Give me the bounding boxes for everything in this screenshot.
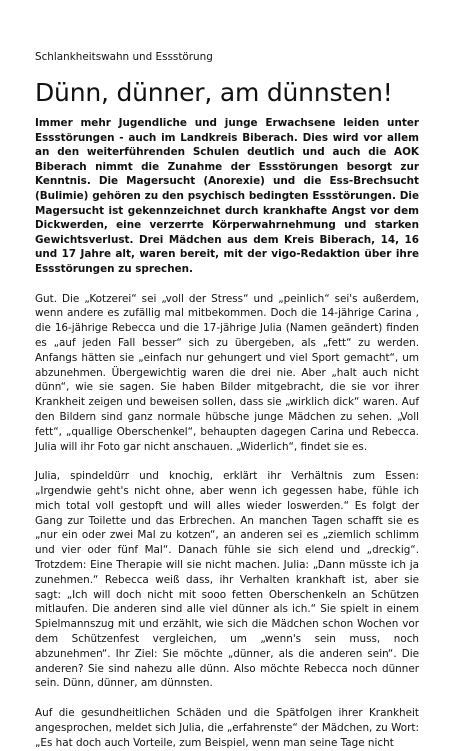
article-lead: Immer mehr Jugendliche und junge Erwachsene leiden unter Essstörungen - auch im Landkreis Biberach. Dies wird vor allem an den weiterführenden Schulen deutlich und auch die AOK Biberach nimmt die Zunahme der Essstörungen besorgt zur Kenntnis. Die Magersucht (Anorexie) und die Ess-Brechsucht (Bulimie) gehören zu den psychisch bedingten Essstörungen. Die Magersucht ist gekennzeichnet durch krankhafte Angst vor dem Dickwerden, eine verzerrte Körperwahrnehmung und starken Gewichtsverlust. Drei Mädchen aus dem Kreis Biberach, 14, 16 und 17 Jahre alt, waren bereit, mit der vigo-Redaktion über ihre Essstörungen zu sprechen.	[35, 117, 419, 275]
article-paragraph: Gut. Die „Kotzerei“ sei „voll der Stress“ und „peinlich“ sei's außerdem, wenn andere es zufällig mal mitbekommen. Doch die 14-jährige Carina , die 16-jährige Rebecca und die 17-jährige Julia (Namen geändert) finden es „auf jeden Fall besser“ sich zu übergeben, als „fett“ zu werden. Anfangs hätten sie „einfach nur gehungert und viel Sport gemacht“, um abzunehmen. Übergewichtig waren die drei nie. Aber „halt auch nicht dünn“, wie sie sagen. Sie haben Bilder mitgebracht, die sie vor ihrer Krankheit zeigen und beweisen sollen, dass sie „wirklich dick“ waren. Auf den Bildern sind ganz normale hübsche junge Mädchen zu sehen. „Voll fett“, „quallige Oberschenkel“, behaupten dagegen Carina und Rebecca. Julia will ihr Foto gar nicht anschauen. „Widerlich“, findet sie es.	[35, 292, 419, 453]
article-headline: Dünn, dünner, am dünnsten!	[35, 78, 393, 107]
article-kicker: Schlankheitswahn und Essstörung	[35, 51, 213, 63]
article-paragraph: Julia, spindeldürr und knochig, erklärt ihr Verhältnis zum Essen: „Irgendwie geht's nicht ohne, aber wenn ich gegessen habe, fühle ich mich total voll gestopft und will alles wieder loswerden.“ Es folgt der Gang zur Toilette und das Erbrechen. An manchen Tagen schafft sie es „nur ein oder zwei Mal zu kotzen“, an anderen sei es „ziemlich schlimm und vier oder fünf Mal“. Danach fühle sie sich elend und „dreckig“. Trotzdem: Eine Therapie will sie nicht machen. Julia: „Dann müsste ich ja zunehmen.“ Rebecca weiß dass, ihr Verhalten krankhaft ist, aber sie sagt: „Ich will doch nicht mit sooo fetten Oberschenkeln an Schützen mitlaufen. Die anderen sind alle viel dünner als ich.“ Sie spielt in einem Spielmannszug mit und erzählt, wie sich die Mädchen schon Wochen vor dem Schützenfest vergleichen, um „wenn's sein muss, noch abzunehmen“. Ihr Ziel: Sie möchte „dünner, als die anderen sein“. Die anderen? Sie sind nahezu alle dünn. Also möchte Rebecca noch dünner sein. Dünn, dünner, am dünnsten.	[35, 470, 419, 690]
article-paragraph: Auf die gesundheitlichen Schäden und die Spätfolgen ihrer Krankheit angesprochen, meldet sich Julia, die „erfahrenste“ der Mädchen, zu Wort: „Es hat doch auch Vorteile, zum Beispiel, wenn man seine Tage nicht	[35, 707, 419, 749]
article	[35, 50, 419, 751]
